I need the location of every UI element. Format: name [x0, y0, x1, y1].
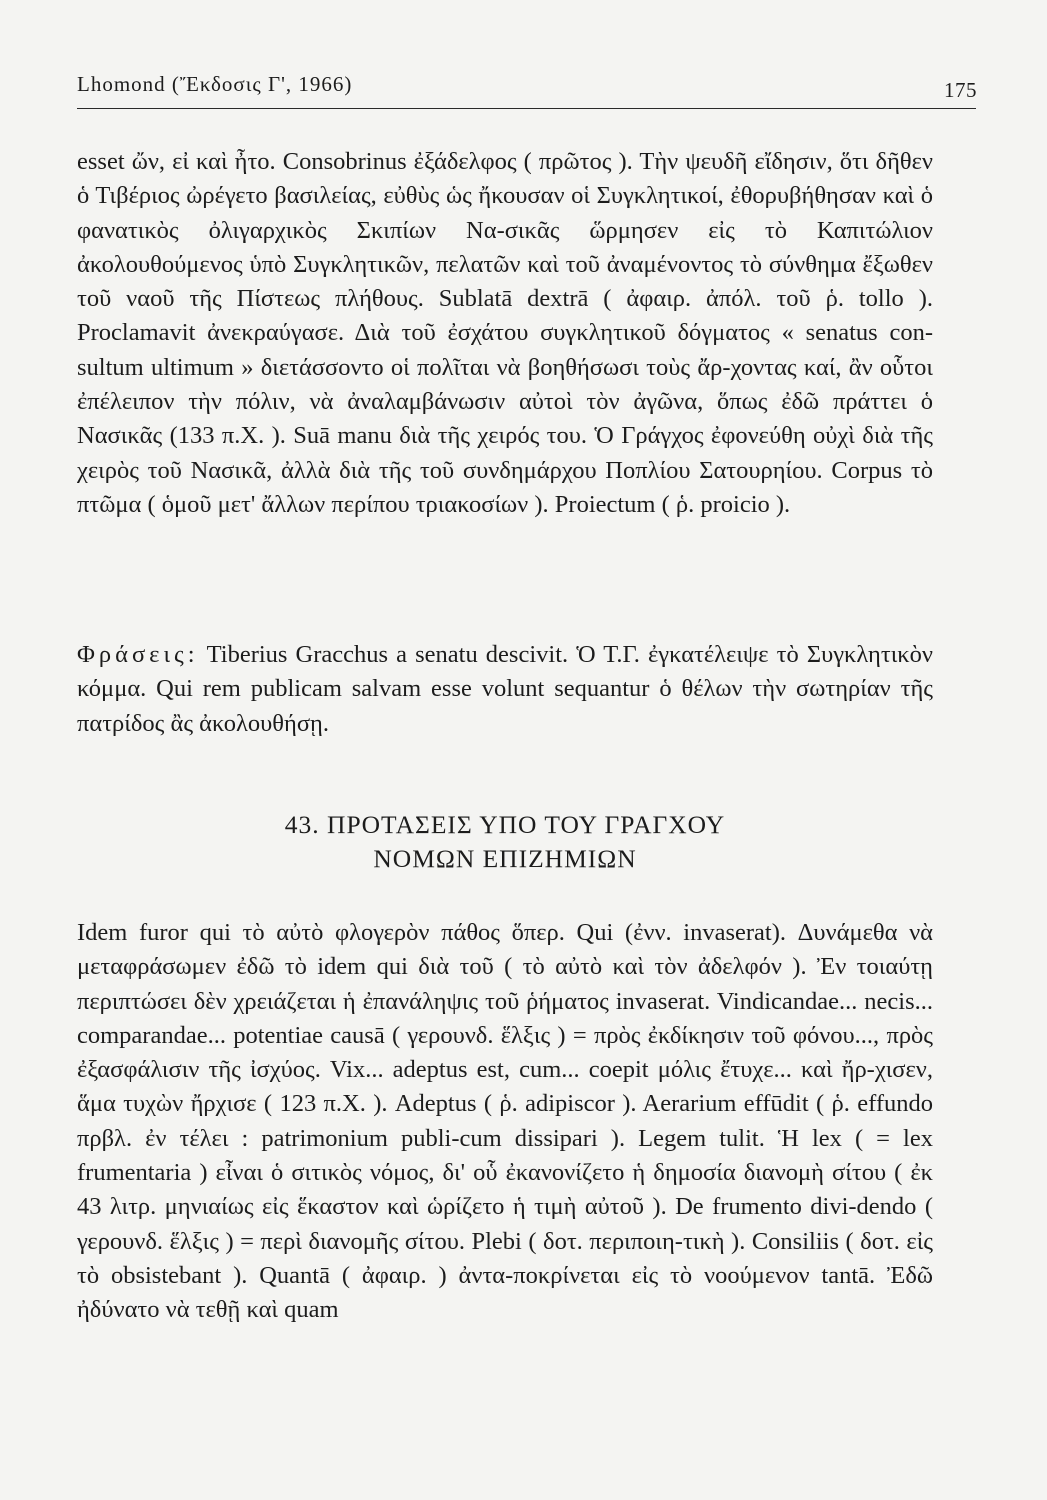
- section-heading-line-2: ΝΟΜΩΝ ΕΠΙΖΗΜΙΩΝ: [373, 844, 637, 873]
- section-heading: [77, 808, 933, 876]
- paragraph-text: esset ὤν, εἰ καὶ ἦτο. Consobrinus ἐξάδελφος ( πρῶτος ). Τὴν ψευδῆ εἴδησιν, ὅτι δῆθεν ὁ Τιβέριος ὠρέγετο βασιλείας, εὐθὺς ὡς ἤκουσαν οἱ Συγκλητικοί, ἐθορυβήθησαν καὶ ὁ φανατικὸς ὀλιγαρχικὸς Σκιπίων Να-σικᾶς ὥρμησεν εἰς τὸ Καπιτώλιον ἀκολουθούμενος ὑπὸ Συγκλητικῶν, πελατῶν καὶ τοῦ ἀναμένοντος τὸ σύνθημα ἔξωθεν τοῦ ναοῦ τῆς Πίστεως πλήθους. Sublatā dextrā ( ἀφαιρ. ἀπόλ. τοῦ ῥ. tollo ). Proclamavit ἀνεκραύγασε. Διὰ τοῦ ἐσχάτου συγκλητικοῦ δόγματος « senatus con-sultum ultimum » διετάσσοντο οἱ πολῖται νὰ βοηθήσωσι τοὺς ἄρ-χοντας καί, ἂν οὗτοι ἐπέλειπον τὴν πόλιν, νὰ ἀναλαμβάνωσιν αὐτοὶ τὸν ἀγῶνα, ὅπως ἐδῶ πράττει ὁ Νασικᾶς (133 π.Χ. ). Suā manu διὰ τῆς χειρός του. Ὁ Γράγχος ἐφονεύθη οὐχὶ διὰ τῆς χειρὸς τοῦ Νασικᾶ, ἀλλὰ διὰ τῆς τοῦ συνδημάρχου Ποπλίου Σατουρηίου. Corpus τὸ πτῶμα ( ὁμοῦ μετ' ἄλλων περίπου τριακοσίων ). Proiectum ( ῥ. proicio ).: [77, 148, 933, 518]
- running-head: [77, 72, 977, 102]
- phrases-paragraph: [77, 638, 933, 741]
- phrases-text: [77, 638, 933, 741]
- page-number: 175: [944, 78, 977, 102]
- running-head-title: Lhomond (Ἔκδοσις Γ', 1966): [77, 72, 353, 96]
- paragraph-text: Idem furor qui τὸ αὐτὸ φλογερὸν πάθος ὅπερ. Qui (ἐνν. invaserat). Δυνάμεθα νὰ μεταφράσωμεν ἐδῶ τὸ idem qui διὰ τοῦ ( τὸ αὐτὸ καὶ τὸν ἀδελφόν ). Ἐν τοιαύτῃ περιπτώσει δὲν χρειάζεται ἡ ἐπανάληψις τοῦ ῥήματος invaserat. Vindicandae... necis... comparandae... potentiae causā ( γερουνδ. ἕλξις ) = πρὸς ἐκδίκησιν τοῦ φόνου..., πρὸς ἐξασφάλισιν τῆς ἰσχύος. Vix... adeptus est, cum... coepit μόλις ἔτυχε... καὶ ἤρ-χισεν, ἅμα τυχὼν ἤρχισε ( 123 π.Χ. ). Adeptus ( ῥ. adipiscor ). Aerarium effūdit ( ῥ. effundo πρβλ. ἐν τέλει : patrimonium publi-cum dissipari ). Legem tulit. Ἡ lex ( = lex frumentaria ) εἶναι ὁ σιτικὸς νόμος, δι' οὗ ἐκανονίζετο ἡ δημοσία διανομὴ σίτου ( ἐκ 43 λιτρ. μηνιαίως εἰς ἕκαστον καὶ ὡρίζετο ἡ τιμὴ αὐτοῦ ). De frumento divi-dendo ( γερουνδ. ἕλξις ) = περὶ διανομῆς σίτου. Plebi ( δοτ. περιποιη-τικὴ ). Consiliis ( δοτ. εἰς τὸ obsistebant ). Quantā ( ἀφαιρ. ) ἀντα-ποκρίνεται εἰς τὸ νοούμενον tantā. Ἐδῶ ἠδύνατο νὰ τεθῇ καὶ quam: [77, 919, 933, 1324]
- commentary-paragraph-3: [77, 916, 933, 1328]
- phrases-body: Tiberius Gracchus a senatu descivit. Ὁ Τ.Γ. ἐγκατέλειψε τὸ Συγκλητικὸν κόμμα. Qui rem publicam salvam esse volunt sequantur ὁ θέλων τὴν σωτηρίαν τῆς πατρίδος ἂς ἀκολουθήσῃ.: [77, 641, 933, 737]
- section-heading-line-1: 43. ΠΡΟΤΑΣΕΙΣ ΥΠΟ ΤΟΥ ΓΡΑΓΧΟΥ: [284, 810, 726, 839]
- phrases-label: Φράσεις:: [77, 641, 199, 668]
- commentary-paragraph-1: [77, 145, 933, 522]
- header-rule: [77, 108, 976, 109]
